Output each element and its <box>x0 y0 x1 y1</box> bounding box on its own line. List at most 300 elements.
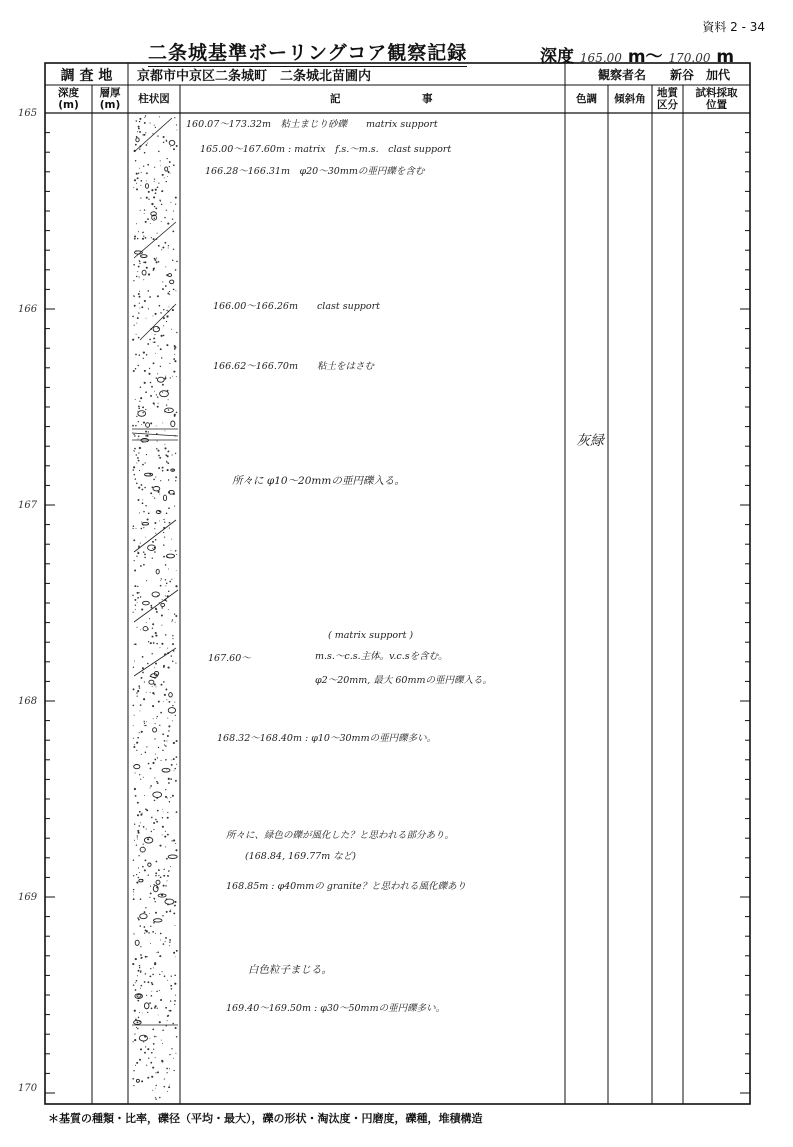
core-grain <box>174 1004 175 1005</box>
core-grain <box>136 627 137 628</box>
core-grain <box>161 614 163 616</box>
core-grain <box>161 607 163 609</box>
core-grain <box>138 877 140 879</box>
core-grain <box>150 886 151 887</box>
core-grain <box>157 233 158 234</box>
core-grain <box>157 782 159 784</box>
core-grain <box>145 391 147 393</box>
core-grain <box>160 647 161 648</box>
core-grain <box>175 622 176 623</box>
core-grain <box>146 172 148 174</box>
depth-label-166: 166 <box>18 304 38 315</box>
core-grain <box>159 520 160 521</box>
core-grain <box>173 912 175 914</box>
core-grain <box>138 337 140 339</box>
core-grain <box>176 811 178 813</box>
core-grain <box>145 237 147 239</box>
core-grain <box>140 543 141 544</box>
core-grain <box>136 482 138 484</box>
core-grain <box>153 402 155 404</box>
core-grain <box>132 425 134 427</box>
core-grain <box>160 760 161 761</box>
core-grain <box>167 812 168 813</box>
core-grain <box>155 207 157 209</box>
core-grain <box>133 370 135 372</box>
core-grain <box>148 199 149 200</box>
core-grain <box>172 705 173 706</box>
core-grain <box>137 365 138 366</box>
core-grain <box>136 416 137 417</box>
core-grain <box>143 698 145 700</box>
core-grain <box>156 686 157 687</box>
core-grain <box>144 117 145 118</box>
core-pebble <box>142 270 146 275</box>
core-grain <box>140 210 141 211</box>
core-grain <box>137 597 139 599</box>
col-thickness-header <box>92 87 128 111</box>
core-grain <box>153 884 154 885</box>
core-grain <box>169 945 170 946</box>
core-grain <box>139 925 141 927</box>
core-grain <box>135 160 137 162</box>
core-pebble <box>161 603 165 606</box>
core-pebble <box>142 522 149 525</box>
core-grain <box>149 897 150 898</box>
core-grain <box>148 308 149 309</box>
core-grain <box>136 882 138 884</box>
core-grain <box>157 345 158 346</box>
core-grain <box>159 1021 161 1023</box>
core-grain <box>142 489 144 491</box>
core-grain <box>174 360 176 362</box>
core-grain <box>165 376 166 377</box>
core-grain <box>153 898 154 899</box>
core-pebble <box>168 274 172 277</box>
core-grain <box>153 196 155 198</box>
core-grain <box>133 898 135 900</box>
core-grain <box>140 185 141 186</box>
core-grain <box>155 663 157 665</box>
core-grain <box>137 802 139 804</box>
core-grain <box>150 642 152 644</box>
core-grain <box>163 325 164 326</box>
core-grain <box>162 809 163 810</box>
core-grain <box>168 507 170 509</box>
col-sample-label-b: 位置 <box>706 99 727 111</box>
core-grain <box>174 768 175 769</box>
core-pebble <box>146 423 150 428</box>
core-grain <box>149 296 151 298</box>
core-pebble <box>149 680 154 684</box>
core-grain <box>144 554 146 556</box>
core-grain <box>174 117 175 118</box>
core-grain <box>166 310 167 311</box>
core-grain <box>152 705 154 707</box>
core-grain <box>168 609 169 610</box>
core-grain <box>147 1048 149 1050</box>
core-grain <box>133 525 135 527</box>
core-grain <box>134 1033 135 1034</box>
core-grain <box>153 1049 154 1050</box>
core-grain <box>133 667 134 668</box>
core-grain <box>154 551 156 553</box>
core-grain <box>145 409 146 410</box>
core-grain <box>158 1015 159 1016</box>
core-grain <box>173 952 175 954</box>
core-grain <box>173 289 175 291</box>
core-grain <box>176 740 178 742</box>
core-grain <box>153 1043 155 1045</box>
core-grain <box>135 605 136 606</box>
core-grain <box>170 909 171 910</box>
core-grain <box>139 278 140 279</box>
core-grain <box>163 681 165 683</box>
core-grain <box>162 750 163 751</box>
core-grain <box>176 124 177 125</box>
core-grain <box>174 770 175 771</box>
core-grain <box>158 403 159 404</box>
core-grain <box>156 425 157 426</box>
core-grain <box>167 292 169 294</box>
core-grain <box>150 382 152 384</box>
core-pebble <box>157 377 164 382</box>
core-grain <box>155 1057 156 1058</box>
core-grain <box>164 975 166 977</box>
core-grain <box>171 329 172 330</box>
col-depth-label: 深度 <box>58 87 79 99</box>
core-pebble <box>153 728 157 732</box>
core-grain <box>164 869 165 870</box>
core-grain <box>165 564 167 566</box>
core-grain <box>173 758 175 760</box>
core-pebble <box>156 569 159 574</box>
core-grain <box>139 308 140 309</box>
core-grain <box>145 752 147 754</box>
core-grain <box>132 595 133 596</box>
core-pebble <box>148 863 151 866</box>
core-grain <box>143 166 144 167</box>
core-grain <box>142 667 144 669</box>
core-grain <box>156 643 158 645</box>
core-grain <box>160 580 161 581</box>
core-grain <box>145 956 147 958</box>
core-grain <box>152 1090 153 1091</box>
core-grain <box>143 527 144 528</box>
core-grain <box>167 817 169 819</box>
core-grain <box>166 1072 167 1073</box>
core-grain <box>155 1097 156 1098</box>
core-grain <box>138 1017 140 1019</box>
core-grain <box>152 983 154 985</box>
core-grain <box>139 121 140 122</box>
core-grain <box>154 739 155 740</box>
core-grain <box>172 470 173 471</box>
col-column-header: 柱状図 <box>138 93 170 105</box>
core-grain <box>163 811 164 812</box>
core-grain <box>139 732 140 733</box>
observer-label: 観察者名 <box>598 68 647 82</box>
core-pebble <box>135 940 139 945</box>
core-grain <box>140 386 141 387</box>
core-grain <box>136 276 137 277</box>
core-grain <box>145 505 146 506</box>
core-grain <box>173 358 175 360</box>
core-grain <box>134 599 136 601</box>
core-grain <box>144 723 145 724</box>
core-grain <box>176 129 177 130</box>
core-pebble <box>170 280 174 284</box>
core-grain <box>139 965 140 966</box>
core-grain <box>136 463 137 464</box>
core-grain <box>166 601 167 602</box>
core-grain <box>165 937 167 939</box>
core-grain <box>153 642 155 644</box>
core-grain <box>135 478 136 479</box>
core-grain <box>138 460 140 462</box>
core-grain <box>175 480 176 481</box>
core-grain <box>139 1012 140 1013</box>
core-grain <box>139 774 140 775</box>
core-grain <box>132 963 134 965</box>
core-grain <box>154 962 156 964</box>
core-grain <box>136 742 138 744</box>
core-grain <box>165 1007 167 1009</box>
core-grain <box>133 738 134 739</box>
core-grain <box>142 813 143 814</box>
core-grain <box>165 454 167 456</box>
core-grain <box>136 874 137 875</box>
core-grain <box>139 296 141 298</box>
core-grain <box>142 406 144 408</box>
core-grain <box>155 127 156 128</box>
core-grain <box>137 552 139 554</box>
core-grain <box>155 189 157 191</box>
core-grain <box>154 694 155 695</box>
core-pebble <box>165 899 174 904</box>
core-grain <box>162 733 164 735</box>
core-grain <box>145 132 146 133</box>
core-grain <box>169 363 170 364</box>
core-grain <box>169 166 170 167</box>
core-grain <box>175 925 176 926</box>
core-grain <box>164 1078 165 1079</box>
depth-sep: m〜 <box>627 47 663 67</box>
depth-label-169: 169 <box>18 892 38 903</box>
core-grain <box>145 115 146 116</box>
core-grain <box>144 134 146 136</box>
core-grain <box>157 595 158 596</box>
core-grain <box>142 232 143 233</box>
core-grain <box>171 840 172 841</box>
core-grain <box>163 1029 164 1030</box>
core-grain <box>168 569 169 570</box>
core-grain <box>144 213 145 214</box>
core-grain <box>160 348 162 350</box>
core-grain <box>148 431 149 432</box>
core-grain <box>169 528 170 529</box>
core-grain <box>175 585 177 587</box>
core-pebble <box>168 708 175 713</box>
core-grain <box>157 716 158 717</box>
core-grain <box>135 609 136 610</box>
core-grain <box>171 1048 172 1049</box>
core-grain <box>175 269 177 271</box>
core-grain <box>143 352 145 354</box>
core-grain <box>140 822 141 823</box>
core-grain <box>147 663 149 665</box>
core-grain <box>169 801 170 802</box>
core-grain <box>156 1085 157 1086</box>
core-grain <box>173 211 174 212</box>
core-grain <box>167 1015 169 1017</box>
depth-to: 170.00 <box>668 51 711 65</box>
core-grain <box>156 781 158 783</box>
core-grain <box>147 838 149 840</box>
core-grain <box>169 942 170 943</box>
core-grain <box>141 677 143 679</box>
core-grain <box>136 334 137 335</box>
core-grain <box>167 171 169 173</box>
core-grain <box>159 200 160 201</box>
core-grain <box>172 619 173 620</box>
core-grain <box>158 467 160 469</box>
core-grain <box>172 635 173 636</box>
core-grain <box>161 221 162 222</box>
core-grain <box>152 558 153 559</box>
core-grain <box>136 136 138 138</box>
core-grain <box>144 681 145 682</box>
core-grain <box>143 358 144 359</box>
col-sample-label-a: 試料採取 <box>695 87 738 99</box>
depth-range-label: 深度 <box>540 47 574 67</box>
core-pebble <box>156 880 160 884</box>
core-grain <box>133 466 135 468</box>
core-grain <box>155 912 157 914</box>
core-grain <box>135 795 137 797</box>
core-grain <box>175 663 176 664</box>
core-grain <box>154 125 155 126</box>
record-9: m.s.〜c.s.主体。v.c.sを含む。 <box>315 651 448 662</box>
core-grain <box>167 469 169 471</box>
core-grain <box>144 122 146 124</box>
core-grain <box>164 447 166 449</box>
record-15: 白色粒子まじる。 <box>248 964 332 976</box>
core-grain <box>165 689 167 691</box>
core-pebble <box>165 167 168 171</box>
core-grain <box>168 782 170 784</box>
core-grain <box>168 248 169 249</box>
core-grain <box>153 315 154 316</box>
core-pebble <box>152 592 159 597</box>
core-grain <box>167 875 169 877</box>
core-grain <box>145 725 147 727</box>
core-grain <box>146 1065 147 1066</box>
core-grain <box>168 479 169 480</box>
core-grain <box>145 221 147 223</box>
core-grain <box>166 315 168 317</box>
core-grain <box>144 300 146 302</box>
core-grain <box>173 371 175 373</box>
col-record-header-b: 事 <box>422 93 433 105</box>
core-grain <box>157 373 158 374</box>
core-grain <box>138 685 140 687</box>
core-grain <box>140 988 141 989</box>
core-grain <box>138 592 139 593</box>
core-grain <box>171 764 173 766</box>
core-grain <box>140 397 142 399</box>
core-grain <box>147 343 149 345</box>
core-grain <box>138 855 139 856</box>
core-grain <box>167 176 168 177</box>
core-grain <box>165 796 167 798</box>
core-grain <box>152 692 154 694</box>
core-grain <box>136 692 138 694</box>
core-grain <box>162 470 164 472</box>
core-grain <box>138 126 140 128</box>
core-grain <box>139 811 141 813</box>
core-grain <box>152 686 153 687</box>
core-grain <box>140 484 142 486</box>
core-grain <box>139 825 141 827</box>
core-grain <box>174 506 175 507</box>
core-grain <box>176 764 177 765</box>
core-grain <box>142 464 144 466</box>
core-grain <box>165 285 167 287</box>
core-grain <box>154 167 155 168</box>
core-grain <box>136 120 138 122</box>
core-grain <box>149 618 150 619</box>
core-grain <box>173 1058 174 1059</box>
core-grain <box>154 522 156 524</box>
core-grain <box>134 296 135 297</box>
core-grain <box>135 643 137 645</box>
core-grain <box>167 223 169 225</box>
core-grain <box>155 872 157 874</box>
core-pebble <box>144 1003 149 1009</box>
core-grain <box>160 160 161 161</box>
core-grain <box>166 513 168 515</box>
core-grain <box>137 1000 139 1002</box>
core-grain <box>163 666 165 668</box>
core-grain <box>150 123 151 124</box>
core-grain <box>137 837 138 838</box>
core-grain <box>162 817 163 818</box>
core-grain <box>143 564 145 566</box>
core-grain <box>151 653 152 654</box>
core-grain <box>154 1036 156 1038</box>
core-grain <box>155 1098 156 1099</box>
core-grain <box>153 268 155 270</box>
core-grain <box>175 203 176 204</box>
core-grain <box>154 684 156 686</box>
core-grain <box>152 548 153 549</box>
core-grain <box>138 919 140 921</box>
record-1: 160.07〜173.32m 粘土まじり砂礫 matrix support <box>186 119 438 130</box>
core-grain <box>140 180 142 182</box>
core-grain <box>175 780 177 782</box>
core-grain <box>163 519 164 520</box>
core-grain <box>152 203 153 204</box>
core-grain <box>175 1053 176 1054</box>
core-grain <box>134 305 136 307</box>
core-grain <box>133 894 134 895</box>
core-grain <box>175 476 177 478</box>
core-grain <box>144 725 145 726</box>
location-label: 調 査 地 <box>60 68 113 84</box>
core-grain <box>155 477 156 478</box>
core-grain <box>161 643 163 645</box>
core-grain <box>149 1038 150 1039</box>
